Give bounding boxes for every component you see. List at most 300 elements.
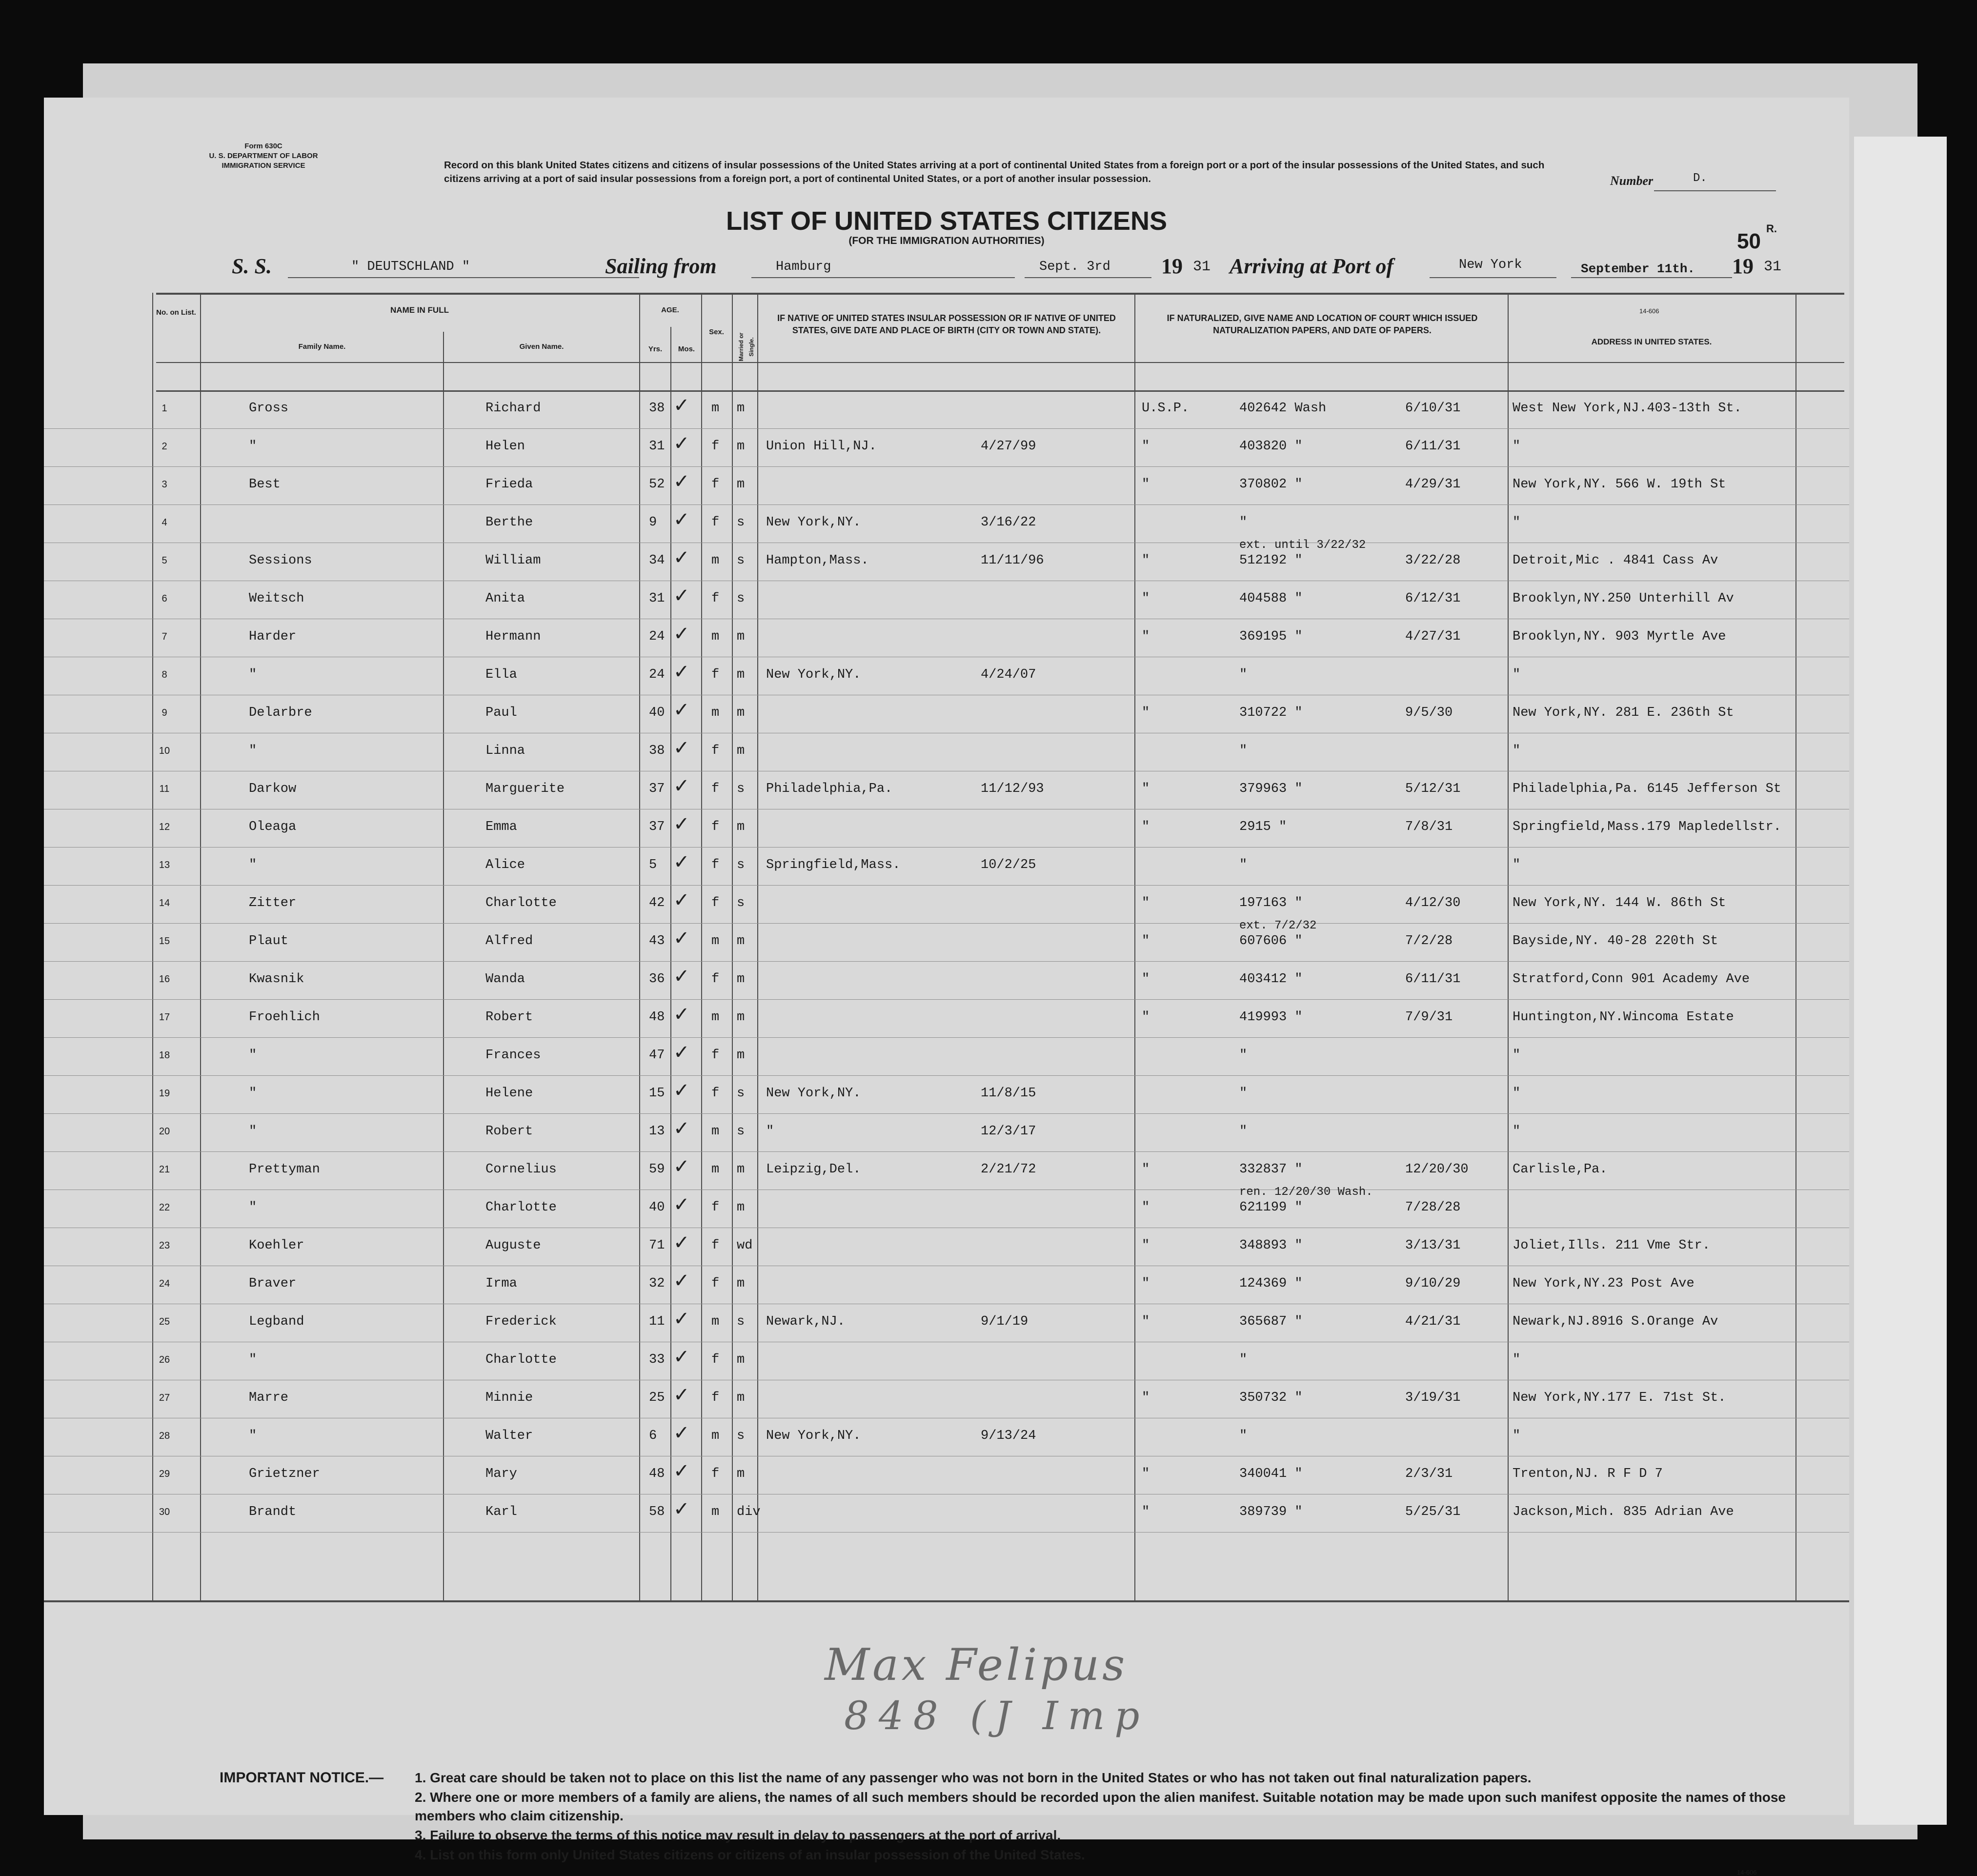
notice-item-4: 4. List on this form only United States citizens or citizens of an insular possession of the United States. — [415, 1847, 1085, 1862]
address: West New York,NJ.403-13th St. — [1513, 401, 1742, 416]
ss-label: S. S. — [232, 254, 272, 278]
family-name: Prettyman — [249, 1162, 320, 1177]
family-name: Weitsch — [249, 591, 304, 606]
form-number: Form 630C — [244, 142, 282, 150]
family-name: " — [249, 1048, 257, 1063]
address: Detroit,Mic . 4841 Cass Av — [1513, 553, 1718, 568]
age-years: 15 — [649, 1086, 665, 1101]
family-name: Delarbre — [249, 706, 312, 720]
annotation: ren. 12/20/30 Wash. — [1239, 1186, 1373, 1199]
table-row — [44, 657, 1849, 695]
birth-place: Newark,NJ. — [766, 1314, 846, 1329]
age-years: 36 — [649, 972, 665, 987]
naturalization-date: 4/21/31 — [1405, 1314, 1461, 1329]
table-row — [44, 695, 1849, 733]
row-number: 30 — [159, 1507, 170, 1517]
family-name: Kwasnik — [249, 972, 304, 987]
age-years: 38 — [649, 401, 665, 416]
address: New York,NY. 281 E. 236th St — [1513, 706, 1734, 720]
table-row — [44, 1380, 1849, 1418]
age-years: 37 — [649, 782, 665, 796]
page-number: 50 — [1737, 229, 1761, 253]
naturalization-number: 370802 " — [1239, 477, 1303, 492]
handwritten-notation: 848 (J Imp — [844, 1693, 1150, 1738]
naturalization-number: " — [1239, 667, 1248, 682]
service-name: IMMIGRATION SERVICE — [222, 161, 305, 170]
naturalization-number: " — [1239, 1124, 1248, 1139]
form-code-bottom: 14-606 — [1737, 1869, 1757, 1876]
birth-date: 12/3/17 — [981, 1124, 1036, 1139]
naturalization-date: 12/20/30 — [1405, 1162, 1469, 1177]
sailing-year: 31 — [1193, 259, 1211, 275]
naturalization-number: 369195 " — [1239, 629, 1303, 644]
naturalization-court: " — [1142, 972, 1150, 987]
table-row — [44, 1075, 1849, 1114]
row-number: 5 — [161, 555, 167, 566]
naturalization-court: " — [1142, 896, 1150, 910]
given-name: Karl — [485, 1505, 517, 1519]
age-years: 13 — [649, 1124, 665, 1139]
family-name: Best — [249, 477, 281, 492]
address: " — [1513, 858, 1521, 872]
col-header-birth: IF NATIVE OF UNITED STATES INSULAR POSSESSION OR IF NATIVE OF UNITED STATES, GIVE DATE AND PLACE OF BIRTH (CITY OR TOWN AND STATE). — [777, 313, 1116, 335]
family-name: Zitter — [249, 896, 297, 910]
address: Stratford,Conn 901 Academy Ave — [1513, 972, 1750, 987]
naturalization-court: " — [1142, 629, 1150, 644]
table-row — [44, 466, 1849, 505]
age-years: 58 — [649, 1505, 665, 1519]
naturalization-court: " — [1142, 1314, 1150, 1329]
marital-status: m — [737, 439, 745, 454]
address: " — [1513, 515, 1521, 530]
check-mark-icon: ✓ — [673, 1308, 690, 1330]
row-number: 20 — [159, 1126, 170, 1137]
given-name: Robert — [485, 1124, 533, 1139]
naturalization-date: 7/9/31 — [1405, 1010, 1453, 1025]
birth-place: " — [766, 1124, 774, 1139]
given-name: Linna — [485, 744, 525, 758]
row-number: 18 — [159, 1050, 170, 1061]
naturalization-date: 5/25/31 — [1405, 1505, 1461, 1519]
birth-place: Hampton,Mass. — [766, 553, 869, 568]
birth-date: 9/1/19 — [981, 1314, 1029, 1329]
marital-status: m — [737, 744, 745, 758]
marital-status: div — [737, 1505, 761, 1519]
table-row — [44, 428, 1849, 467]
given-name: Frances — [485, 1048, 541, 1063]
marital-status: wd — [737, 1238, 753, 1253]
age-years: 48 — [649, 1010, 665, 1025]
naturalization-number: 124369 " — [1239, 1276, 1303, 1291]
sex: f — [711, 858, 720, 872]
sex: f — [711, 1238, 720, 1253]
check-mark-icon: ✓ — [673, 1079, 690, 1102]
row-number: 11 — [159, 784, 170, 794]
check-mark-icon: ✓ — [673, 661, 690, 683]
table-row — [44, 539, 1849, 581]
given-name: Helene — [485, 1086, 533, 1101]
naturalization-number: 512192 " — [1239, 553, 1303, 568]
row-number: 25 — [159, 1316, 170, 1327]
family-name: Marre — [249, 1391, 289, 1405]
naturalization-date: 4/12/30 — [1405, 896, 1461, 910]
paper-edge-strip — [1854, 137, 1947, 1825]
given-name: Charlotte — [485, 1200, 557, 1215]
naturalization-number: 404588 " — [1239, 591, 1303, 606]
sex: m — [711, 629, 720, 644]
check-mark-icon: ✓ — [673, 585, 690, 607]
notice-item-2: 2. Where one or more members of a family are aliens, the names of all such members should be recorded upon the alien manifest. Suitable notation may be made upon such manifest opposite the names of those members who claim citizenship. — [415, 1790, 1786, 1823]
table-row — [44, 1456, 1849, 1494]
birth-date: 3/16/22 — [981, 515, 1036, 530]
marital-status: m — [737, 1352, 745, 1367]
sex: f — [711, 667, 720, 682]
address: Philadelphia,Pa. 6145 Jefferson St — [1513, 782, 1781, 796]
row-number: 12 — [159, 822, 170, 832]
row-number: 22 — [159, 1202, 170, 1213]
family-name: Koehler — [249, 1238, 304, 1253]
naturalization-number: 348893 " — [1239, 1238, 1303, 1253]
row-number: 2 — [161, 441, 167, 452]
col-header-name-in-full: NAME IN FULL — [390, 305, 449, 315]
table-row — [44, 809, 1849, 847]
naturalization-court: " — [1142, 477, 1150, 492]
naturalization-date: 6/11/31 — [1405, 972, 1461, 987]
given-name: Irma — [485, 1276, 517, 1291]
given-name: Hermann — [485, 629, 541, 644]
col-header-no: No. on List. — [156, 308, 196, 317]
given-name: Emma — [485, 820, 517, 834]
sex: f — [711, 1391, 720, 1405]
naturalization-number: 332837 " — [1239, 1162, 1303, 1177]
col-header-yrs: Yrs. — [648, 345, 663, 353]
age-years: 31 — [649, 439, 665, 454]
sex: f — [711, 1352, 720, 1367]
family-name: Brandt — [249, 1505, 297, 1519]
table-row — [44, 919, 1849, 962]
check-mark-icon: ✓ — [673, 623, 690, 645]
birth-place: New York,NY. — [766, 515, 861, 530]
col-header-married-single: Married or Single. — [738, 332, 755, 362]
table-top-border — [156, 293, 1844, 295]
table-row — [44, 390, 1849, 429]
arrival-date-underline — [1571, 277, 1732, 278]
given-name: Auguste — [485, 1238, 541, 1253]
given-name: Richard — [485, 401, 541, 416]
check-mark-icon: ✓ — [673, 1041, 690, 1064]
arrival-port: New York — [1459, 258, 1522, 272]
birth-date: 10/2/25 — [981, 858, 1036, 872]
col-header-given-name: Given Name. — [519, 343, 564, 351]
row-number: 24 — [159, 1278, 170, 1289]
page-title: LIST OF UNITED STATES CITIZENS — [726, 206, 1167, 236]
naturalization-court: " — [1142, 782, 1150, 796]
check-mark-icon: ✓ — [673, 1422, 690, 1444]
arrival-port-underline — [1430, 277, 1556, 278]
department-name: U. S. DEPARTMENT OF LABOR — [209, 152, 318, 160]
given-name: Frederick — [485, 1314, 557, 1329]
address: Newark,NJ.8916 S.Orange Av — [1513, 1314, 1718, 1329]
address: New York,NY. 566 W. 19th St — [1513, 477, 1726, 492]
naturalization-date: 7/2/28 — [1405, 934, 1453, 948]
naturalization-court: " — [1142, 553, 1150, 568]
address: Carlisle,Pa. — [1513, 1162, 1608, 1177]
row-number: 3 — [161, 479, 167, 490]
birth-date: 11/11/96 — [981, 553, 1044, 568]
table-row — [44, 733, 1849, 771]
naturalization-date: 6/12/31 — [1405, 591, 1461, 606]
sex: f — [711, 820, 720, 834]
sex: m — [711, 1505, 720, 1519]
naturalization-court: " — [1142, 1505, 1150, 1519]
family-name: Plaut — [249, 934, 289, 948]
marital-status: m — [737, 477, 745, 492]
sex: f — [711, 477, 720, 492]
row-number: 13 — [159, 860, 170, 870]
row-number: 26 — [159, 1354, 170, 1365]
check-mark-icon: ✓ — [673, 432, 690, 455]
naturalization-court: " — [1142, 1276, 1150, 1291]
birth-date: 11/8/15 — [981, 1086, 1036, 1101]
naturalization-court: " — [1142, 1467, 1150, 1481]
check-mark-icon: ✓ — [673, 394, 690, 417]
age-years: 5 — [649, 858, 657, 872]
sex: f — [711, 782, 720, 796]
col-header-age: AGE. — [661, 306, 679, 314]
age-years: 6 — [649, 1429, 657, 1443]
address: New York,NY.23 Post Ave — [1513, 1276, 1695, 1291]
marital-status: m — [737, 1162, 745, 1177]
family-name: Gross — [249, 401, 289, 416]
sex: m — [711, 401, 720, 416]
given-name: Anita — [485, 591, 525, 606]
address: " — [1513, 667, 1521, 682]
sex: f — [711, 1467, 720, 1481]
col-header-naturalization: IF NATURALIZED, GIVE NAME AND LOCATION OF COURT WHICH ISSUED NATURALIZATION PAPERS, AND DATE OF PAPERS. — [1167, 313, 1478, 335]
naturalization-date: 4/27/31 — [1405, 629, 1461, 644]
family-name: " — [249, 667, 257, 682]
col-header-address: ADDRESS IN UNITED STATES. — [1591, 337, 1712, 346]
given-name: Mary — [485, 1467, 517, 1481]
check-mark-icon: ✓ — [673, 813, 690, 835]
check-mark-icon: ✓ — [673, 927, 690, 949]
sex: f — [711, 972, 720, 987]
marital-status: s — [737, 858, 745, 872]
family-name: Grietzner — [249, 1467, 320, 1481]
naturalization-date: 6/10/31 — [1405, 401, 1461, 416]
birth-date: 4/24/07 — [981, 667, 1036, 682]
sex: m — [711, 934, 720, 948]
ship-name: " DEUTSCHLAND " — [351, 260, 470, 274]
given-name: Marguerite — [485, 782, 565, 796]
record-instructions: Record on this blank United States citizens and citizens of insular possessions of the United States arriving at a port of continental United States from a foreign port or a port of the insular possessions of the United States, and such citizens arriving at a port of said insular possessions from a foreign port, a port of continental United States, or a port of another insular possession. — [444, 160, 1545, 184]
naturalization-date: 3/19/31 — [1405, 1391, 1461, 1405]
check-mark-icon: ✓ — [673, 1155, 690, 1178]
check-mark-icon: ✓ — [673, 546, 690, 569]
col-header-sex: Sex. — [709, 328, 724, 336]
naturalization-number: " — [1239, 858, 1248, 872]
naturalization-date: 3/22/28 — [1405, 553, 1461, 568]
sailing-label: Sailing from — [605, 254, 717, 278]
check-mark-icon: ✓ — [673, 699, 690, 721]
address: " — [1513, 1124, 1521, 1139]
given-name: Wanda — [485, 972, 525, 987]
age-years: 32 — [649, 1276, 665, 1291]
sex: f — [711, 744, 720, 758]
address: " — [1513, 744, 1521, 758]
table-row — [44, 771, 1849, 809]
row-number: 19 — [159, 1088, 170, 1099]
marital-status: s — [737, 896, 745, 910]
given-name: Ella — [485, 667, 517, 682]
naturalization-date: 3/13/31 — [1405, 1238, 1461, 1253]
table-row — [44, 847, 1849, 886]
age-years: 9 — [649, 515, 657, 530]
marital-status: m — [737, 1467, 745, 1481]
number-value: D. — [1693, 172, 1707, 185]
naturalization-number: " — [1239, 1429, 1248, 1443]
marital-status: m — [737, 1048, 745, 1063]
birth-date: 2/21/72 — [981, 1162, 1036, 1177]
family-name: " — [249, 439, 257, 454]
naturalization-date: 4/29/31 — [1405, 477, 1461, 492]
family-name: " — [249, 858, 257, 872]
given-name: Minnie — [485, 1391, 533, 1405]
row-number: 4 — [161, 517, 167, 528]
given-name: Walter — [485, 1429, 533, 1443]
age-years: 11 — [649, 1314, 665, 1329]
age-years: 24 — [649, 667, 665, 682]
address: Huntington,NY.Wincoma Estate — [1513, 1010, 1734, 1025]
arriving-label: Arriving at Port of — [1230, 254, 1394, 278]
naturalization-date: 7/28/28 — [1405, 1200, 1461, 1215]
naturalization-date: 9/5/30 — [1405, 706, 1453, 720]
table-row — [44, 1342, 1849, 1380]
table-row — [44, 1113, 1849, 1152]
table-row — [44, 999, 1849, 1038]
row-number: 6 — [161, 593, 167, 604]
naturalization-number: " — [1239, 1352, 1248, 1367]
given-name: Frieda — [485, 477, 533, 492]
check-mark-icon: ✓ — [673, 889, 690, 911]
age-years: 47 — [649, 1048, 665, 1063]
given-name: Helen — [485, 439, 525, 454]
naturalization-number: 340041 " — [1239, 1467, 1303, 1481]
family-name: Harder — [249, 629, 297, 644]
check-mark-icon: ✓ — [673, 470, 690, 493]
row-number: 10 — [159, 746, 170, 756]
table-row — [44, 1266, 1849, 1304]
age-years: 34 — [649, 553, 665, 568]
age-years: 25 — [649, 1391, 665, 1405]
marital-status: m — [737, 401, 745, 416]
family-name: " — [249, 1086, 257, 1101]
row-number: 9 — [161, 707, 167, 718]
table-row — [44, 1304, 1849, 1342]
sex: m — [711, 1162, 720, 1177]
table-row — [44, 619, 1849, 657]
family-name: Froehlich — [249, 1010, 320, 1025]
table-row — [44, 1418, 1849, 1456]
row-number: 1 — [161, 403, 167, 414]
row-number: 7 — [161, 631, 167, 642]
naturalization-court: " — [1142, 1162, 1150, 1177]
row-number: 23 — [159, 1240, 170, 1251]
age-years: 37 — [649, 820, 665, 834]
header-sub-border — [156, 362, 1844, 363]
check-mark-icon: ✓ — [673, 1193, 690, 1216]
table-row — [44, 581, 1849, 619]
marital-status: s — [737, 1429, 745, 1443]
given-name: Cornelius — [485, 1162, 557, 1177]
birth-place: Union Hill,NJ. — [766, 439, 877, 454]
given-name: Berthe — [485, 515, 533, 530]
naturalization-number: " — [1239, 1048, 1248, 1063]
naturalization-court: " — [1142, 1391, 1150, 1405]
check-mark-icon: ✓ — [673, 775, 690, 797]
naturalization-date: 2/3/31 — [1405, 1467, 1453, 1481]
address: " — [1513, 1352, 1521, 1367]
naturalization-number: 607606 " — [1239, 934, 1303, 948]
sex: f — [711, 1276, 720, 1291]
annotation: ext. 7/2/32 — [1239, 919, 1317, 932]
sex: f — [711, 515, 720, 530]
naturalization-number: 389739 " — [1239, 1505, 1303, 1519]
age-years: 40 — [649, 706, 665, 720]
sex: m — [711, 1429, 720, 1443]
sailing-port: Hamburg — [776, 260, 831, 274]
marital-status: s — [737, 553, 745, 568]
naturalization-number: 365687 " — [1239, 1314, 1303, 1329]
given-name: William — [485, 553, 541, 568]
table-row — [44, 961, 1849, 1000]
address: Bayside,NY. 40-28 220th St — [1513, 934, 1718, 948]
address: New York,NY. 144 W. 86th St — [1513, 896, 1726, 910]
row-number: 15 — [159, 936, 170, 947]
table-row — [44, 885, 1849, 924]
check-mark-icon: ✓ — [673, 1346, 690, 1368]
marital-status: m — [737, 706, 745, 720]
notice-lead: IMPORTANT NOTICE.— — [220, 1770, 384, 1786]
row-number: 16 — [159, 974, 170, 985]
naturalization-court: " — [1142, 591, 1150, 606]
sex: m — [711, 1010, 720, 1025]
check-mark-icon: ✓ — [673, 1384, 690, 1406]
table-row — [44, 1228, 1849, 1266]
age-years: 71 — [649, 1238, 665, 1253]
naturalization-court: " — [1142, 439, 1150, 454]
arrival-year: 31 — [1764, 259, 1782, 275]
sex: m — [711, 1314, 720, 1329]
table-row — [44, 1037, 1849, 1076]
birth-place: Springfield,Mass. — [766, 858, 901, 872]
naturalization-date: 5/12/31 — [1405, 782, 1461, 796]
given-name: Charlotte — [485, 1352, 557, 1367]
family-name: Oleaga — [249, 820, 297, 834]
birth-place: New York,NY. — [766, 1429, 861, 1443]
naturalization-number: " — [1239, 1086, 1248, 1101]
naturalization-number: 197163 " — [1239, 896, 1303, 910]
row-number: 29 — [159, 1469, 170, 1479]
sex: f — [711, 591, 720, 606]
marital-status: m — [737, 1391, 745, 1405]
marital-status: m — [737, 667, 745, 682]
check-mark-icon: ✓ — [673, 737, 690, 759]
naturalization-number: 621199 " — [1239, 1200, 1303, 1215]
naturalization-court: " — [1142, 706, 1150, 720]
family-name: Sessions — [249, 553, 312, 568]
address: Brooklyn,NY. 903 Myrtle Ave — [1513, 629, 1726, 644]
